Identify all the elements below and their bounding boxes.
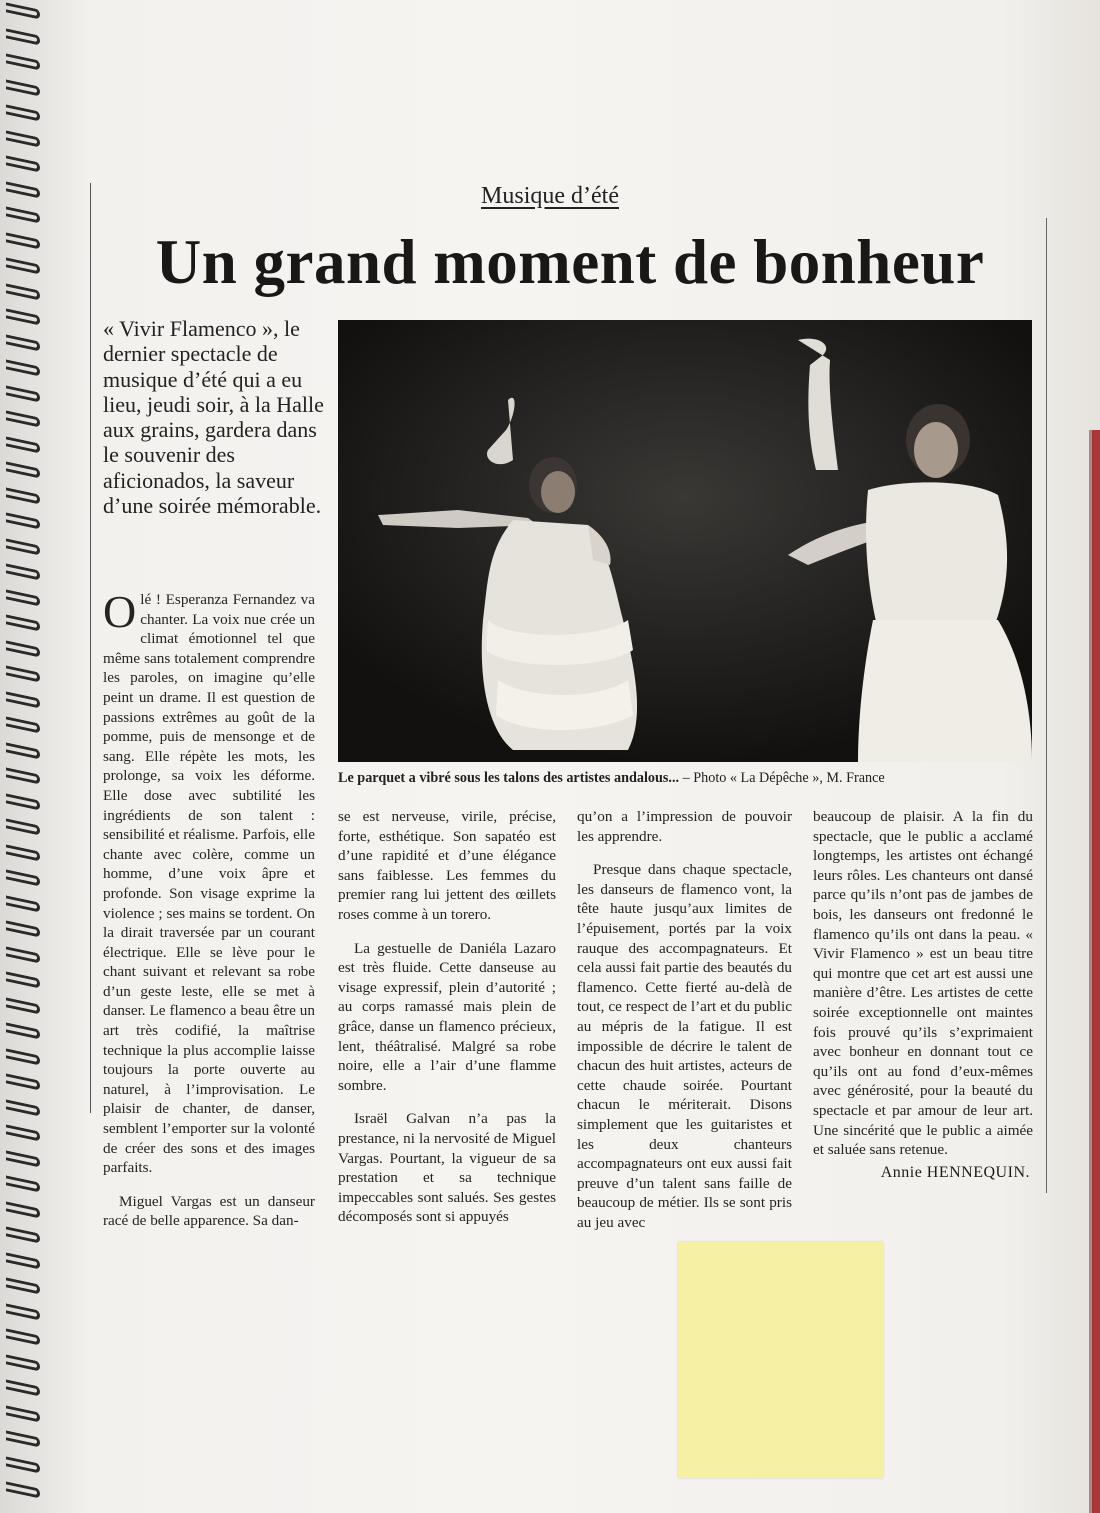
- col2-paragraph-1: se est nerveuse, virile, précise, forte, esthétique. Son sapatéo est d’une rapidité et d’une élégance sans faiblesse. Les femmes du premier rang lui jettent des œillets roses comme à un torero.: [338, 808, 556, 923]
- binding-loop: [6, 1481, 40, 1498]
- dancers-illustration: [338, 320, 1032, 762]
- binding-loop: [6, 410, 40, 427]
- caption-credit: – Photo « La Dépêche », M. France: [679, 770, 885, 786]
- binding-loop: [6, 691, 40, 708]
- dancers-photo: [338, 320, 1032, 762]
- column-rule-right: [1046, 218, 1047, 1193]
- binder-edge-shadow: [1089, 430, 1092, 1513]
- col2-paragraph-3: Israël Galvan n’a pas la prestance, ni la nervosité de Miguel Vargas. Pourtant, la vigueur de sa prestation et sa technique impeccables sont salués. Ses gestes décomposés sont si appuyés: [338, 1110, 556, 1226]
- binding-loop: [6, 385, 40, 402]
- binder-edge: [1092, 430, 1100, 1513]
- photo-caption: [338, 770, 1038, 787]
- binding-loop: [6, 1277, 40, 1294]
- binding-loop: [6, 28, 40, 45]
- binding-loop: [6, 79, 40, 96]
- binding-loop: [6, 869, 40, 886]
- binding-loop: [6, 971, 40, 988]
- col1-paragraph-1: lé ! Esperanza Fernandez va chanter. La voix nue crée un climat émotionnel tel que même sans totalement comprendre les paroles, on imagine qu’elle peint un drame. Il est question de passions extrêmes au goût de la pomme, puis de mensonge et de sang. Elle répète les mots, les prolonge, sa voix les déforme. Elle dose avec subtilité les ingrédients de son talent : sensibilité et réalisme. Parfois, elle chante avec colère, comme un homme, d’une voix âpre et profonde. Son visage exprime la violence ; ses mains se tordent. On la dirait traversée par un courant électrique. Elle se lève pour le chant suivant et relevant sa robe d’un geste leste, elle se met à danser. Le flamenco a beau être un art très codifié, la maîtrise technique la plus accomplie laisse toujours la porte ouverte au naturel, à l’improvisation. Le plaisir de chanter, de danser, semblent l’emporter sur la volonté de créer des sons et des images parfaits.: [103, 591, 315, 1177]
- binding-loop: [6, 895, 40, 912]
- col4-paragraph-1: beaucoup de plaisir. A la fin du spectacle, que le public a acclamé longtemps, les artistes ont échangé leurs rôles. Les chanteurs ont dansé parce qu’ils n’ont pas de jambes de bois, les danseurs ont fredonné le flamenco qu’ils ont dans la peau. « Vivir Flamenco » est un beau titre qui montre que cet art est aussi une manière d’être. Les artistes de cette soirée exceptionnelle ont maintes fois prouvé qu’ils s’exprimaient avec bonheur en donnant tout ce qu’ils ont au fond d’eux-mêmes avec générosité, pour la beauté du spectacle et par amour de leur art. Une sincérité que le public a aimée et saluée sans retenue.: [813, 808, 1033, 1159]
- drop-cap: O: [103, 586, 137, 637]
- col2-paragraph-2: La gestuelle de Daniéla Lazaro est très fluide. Cette danseuse au visage expressif, plein d’autorité ; au corps ramassé mais plein de grâce, danse un flamenco précieux, lent, théâtralisé. Malgré sa robe noire, elle a l’air d’une flamme sombre.: [338, 939, 556, 1094]
- binding-loop: [6, 1073, 40, 1090]
- binding-loop: [6, 359, 40, 376]
- binding-loop: [6, 104, 40, 121]
- author-signature: Annie HENNEQUIN.: [880, 1164, 1030, 1181]
- binding-loop: [6, 640, 40, 657]
- binding-loop: [6, 512, 40, 529]
- binding-loop: [6, 1022, 40, 1039]
- binding-loop: [6, 793, 40, 810]
- column-2: [338, 807, 556, 1227]
- binding-loop: [6, 920, 40, 937]
- binding-loop: [6, 538, 40, 555]
- article-headline: Un grand moment de bonheur: [155, 227, 985, 297]
- binding-loop: [6, 1354, 40, 1371]
- binding-loop: [6, 716, 40, 733]
- column-rule-left: [90, 183, 91, 1113]
- binding-loop: [6, 1226, 40, 1243]
- binding-loop: [6, 1048, 40, 1065]
- caption-text: Le parquet a vibré sous les talons des artistes andalous...: [338, 770, 680, 786]
- binding-loop: [6, 614, 40, 631]
- binding-loop: [6, 1303, 40, 1320]
- binding-loop: [6, 1379, 40, 1396]
- binding-loop: [6, 1328, 40, 1345]
- binding-loop: [6, 946, 40, 963]
- binding-loop: [6, 767, 40, 784]
- binding-loop: [6, 308, 40, 325]
- binding-loop: [6, 1201, 40, 1218]
- col1-paragraph-2: Miguel Vargas est un danseur racé de belle apparence. Sa dan-: [103, 1192, 315, 1230]
- binding-loop: [6, 487, 40, 504]
- column-1: [103, 586, 315, 1231]
- binding-loop: [6, 53, 40, 70]
- column-3: [577, 807, 792, 1232]
- binding-loop: [6, 589, 40, 606]
- binding-loop: [6, 2, 40, 19]
- section-kicker: Musique d’été: [481, 183, 619, 209]
- binding-loop: [6, 1150, 40, 1167]
- binding-loop: [6, 461, 40, 478]
- binding-loop: [6, 844, 40, 861]
- binding-loop: [6, 742, 40, 759]
- binding-loop: [6, 1430, 40, 1447]
- lead-text: « Vivir Flamenco », le dernier spectacle de musique d’été qui a eu lieu, jeudi soir, à la Halle aux grains, gardera dans le souvenir des aficionados, la saveur d’une soirée mémorable.: [103, 316, 324, 519]
- binding-loop: [6, 997, 40, 1014]
- column-4: [813, 807, 1033, 1160]
- col3-paragraph-2: Presque dans chaque spectacle, les danseurs de flamenco vont, la tête haute jusqu’aux limites de l’épuisement, portés par la voix rauque des accompagnateurs. Et cela aussi fait partie des beautés du flamenco. Cette fierté au-delà de tout, ce respect de l’art et du public au mépris de la fatigue. Il est impossible de décrire le talent de chacun des huit artistes, acteurs de cette chaude soirée. Pourtant chacun le mériterait. Disons simplement que les guitaristes et les deux chanteurs accompagnateurs ont eux aussi fait preuve d’un talent sans faille de beaucoup de métier. Ils se sont pris au jeu avec: [577, 861, 792, 1231]
- binding-loop: [6, 1124, 40, 1141]
- binding-loop: [6, 334, 40, 351]
- binding-loop: [6, 818, 40, 835]
- binding-loop: [6, 155, 40, 172]
- binding-loop: [6, 436, 40, 453]
- binding-loop: [6, 130, 40, 147]
- col3-paragraph-1: qu’on a l’impression de pouvoir les apprendre.: [577, 808, 792, 845]
- binding-loop: [6, 665, 40, 682]
- article-lead: [103, 316, 325, 518]
- binding-loop: [6, 1099, 40, 1116]
- binding-loop: [6, 1405, 40, 1422]
- binding-loop: [6, 563, 40, 580]
- binding-loop: [6, 1175, 40, 1192]
- sticky-note: [678, 1242, 883, 1478]
- binding-loop: [6, 1456, 40, 1473]
- binding-loop: [6, 1252, 40, 1269]
